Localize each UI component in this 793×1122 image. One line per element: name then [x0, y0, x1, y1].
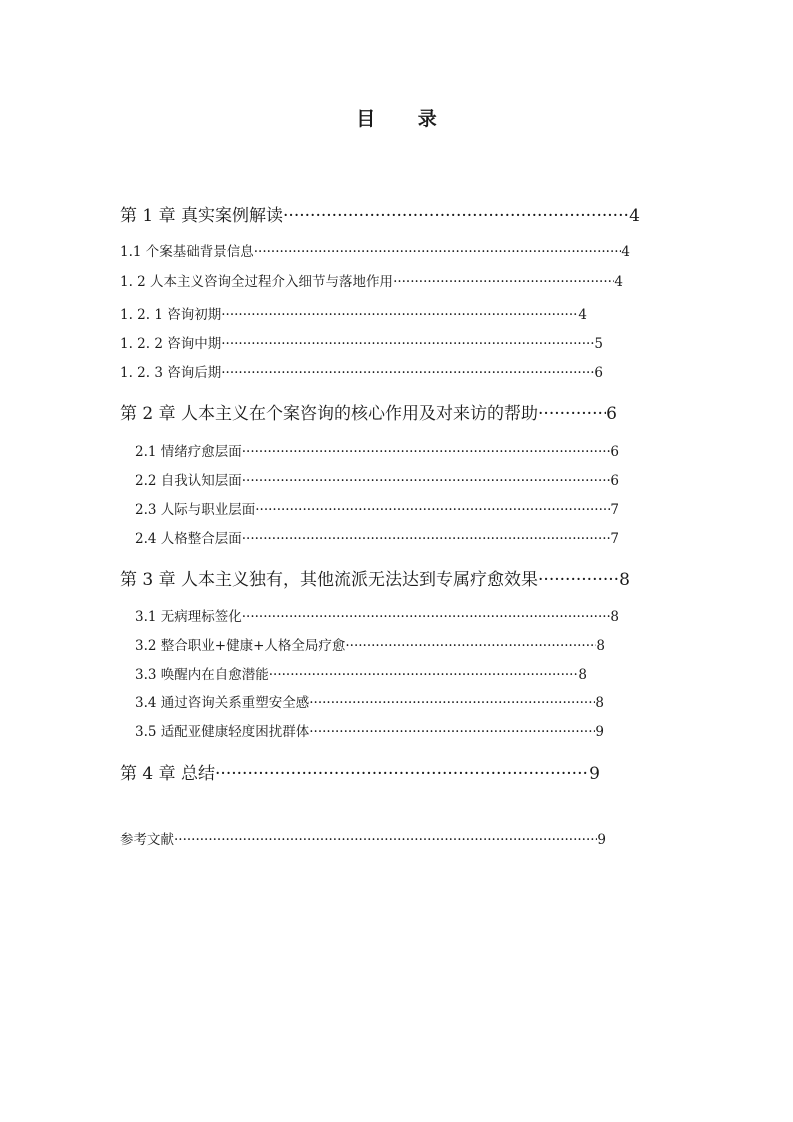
toc-page-number: 8	[596, 638, 605, 654]
dot-leader	[174, 832, 597, 848]
toc-label: 1. 2. 2 咨询中期	[120, 336, 222, 352]
toc-chapter-1[interactable]	[120, 201, 640, 226]
toc-page-number: 5	[594, 336, 603, 352]
toc-section-3-2[interactable]	[135, 634, 605, 654]
toc-page-number: 8	[610, 609, 619, 625]
toc-page-number: 4	[614, 274, 623, 290]
toc-page-number: 6	[594, 365, 603, 381]
dot-leader	[255, 502, 610, 518]
page-title: 目 录	[356, 108, 455, 130]
toc-page-number: 9	[595, 724, 604, 740]
toc-subsection-1-2-2[interactable]	[120, 332, 603, 352]
toc-label: 参考文献	[120, 832, 174, 848]
dot-leader	[221, 336, 594, 352]
toc-page-number: 4	[621, 244, 630, 260]
dot-leader	[242, 531, 611, 547]
toc-label: 2.3 人际与职业层面	[135, 502, 256, 518]
dot-leader	[538, 404, 606, 424]
toc-page-number: 7	[610, 502, 619, 518]
toc-label: 2.4 人格整合层面	[135, 531, 242, 547]
toc-section-1-1[interactable]	[120, 240, 630, 260]
toc-section-3-3[interactable]	[135, 663, 587, 683]
dot-leader	[538, 570, 619, 590]
toc-label: 第 3 章 人本主义独有，其他流派无法达到专属疗愈效果	[120, 570, 539, 590]
toc-section-1-2[interactable]	[120, 270, 623, 290]
toc-page-number: 9	[589, 764, 600, 784]
dot-leader	[309, 695, 595, 711]
toc-section-3-1[interactable]	[135, 605, 619, 625]
dot-leader	[254, 244, 622, 260]
toc-label: 3.4 通过咨询关系重塑安全感	[135, 695, 310, 711]
toc-page-number: 4	[629, 206, 640, 226]
dot-leader	[283, 206, 629, 226]
toc-section-2-3[interactable]	[135, 498, 619, 518]
toc-section-2-2[interactable]	[135, 469, 619, 489]
toc-section-3-5[interactable]	[135, 720, 604, 740]
dot-leader	[221, 307, 578, 323]
toc-label: 1.1 个案基础背景信息	[120, 244, 254, 260]
toc-subsection-1-2-1[interactable]	[120, 303, 587, 323]
toc-page-number: 8	[595, 695, 604, 711]
toc-page-number: 9	[597, 832, 606, 848]
toc-label: 3.2 整合职业+健康+人格全局疗愈	[135, 638, 346, 654]
toc-section-2-4[interactable]	[135, 527, 619, 547]
toc-label: 第 4 章 总结	[120, 764, 216, 784]
toc-section-3-4[interactable]	[135, 691, 604, 711]
dot-leader	[215, 764, 589, 784]
toc-chapter-4[interactable]	[120, 759, 600, 784]
toc-references[interactable]	[120, 828, 606, 848]
dot-leader	[242, 444, 611, 460]
dot-leader	[242, 609, 611, 625]
toc-label: 第 2 章 人本主义在个案咨询的核心作用及对来访的帮助	[120, 404, 539, 424]
toc-label: 3.1 无病理标签化	[135, 609, 242, 625]
dot-leader	[269, 667, 579, 683]
dot-leader	[309, 724, 595, 740]
toc-chapter-2[interactable]	[120, 399, 617, 424]
dot-leader	[393, 274, 614, 290]
toc-page-number: 8	[619, 570, 630, 590]
toc-page-number: 6	[610, 473, 619, 489]
toc-page-number: 7	[610, 531, 619, 547]
toc-page-number: 6	[606, 404, 617, 424]
toc-section-2-1[interactable]	[135, 440, 619, 460]
toc-label: 第 1 章 真实案例解读	[120, 206, 284, 226]
dot-leader	[345, 638, 596, 654]
toc-subsection-1-2-3[interactable]	[120, 361, 603, 381]
dot-leader	[221, 365, 594, 381]
toc-page-number: 6	[610, 444, 619, 460]
toc-label: 3.3 唤醒内在自愈潜能	[135, 667, 269, 683]
toc-chapter-3[interactable]	[120, 565, 630, 590]
toc-page-number: 4	[578, 307, 587, 323]
toc-label: 2.1 情绪疗愈层面	[135, 444, 242, 460]
toc-label: 1. 2. 1 咨询初期	[120, 307, 222, 323]
toc-label: 1. 2 人本主义咨询全过程介入细节与落地作用	[120, 274, 394, 290]
toc-label: 2.2 自我认知层面	[135, 473, 242, 489]
toc-label: 3.5 适配亚健康轻度困扰群体	[135, 724, 310, 740]
toc-label: 1. 2. 3 咨询后期	[120, 365, 222, 381]
dot-leader	[242, 473, 611, 489]
toc-page-number: 8	[578, 667, 587, 683]
